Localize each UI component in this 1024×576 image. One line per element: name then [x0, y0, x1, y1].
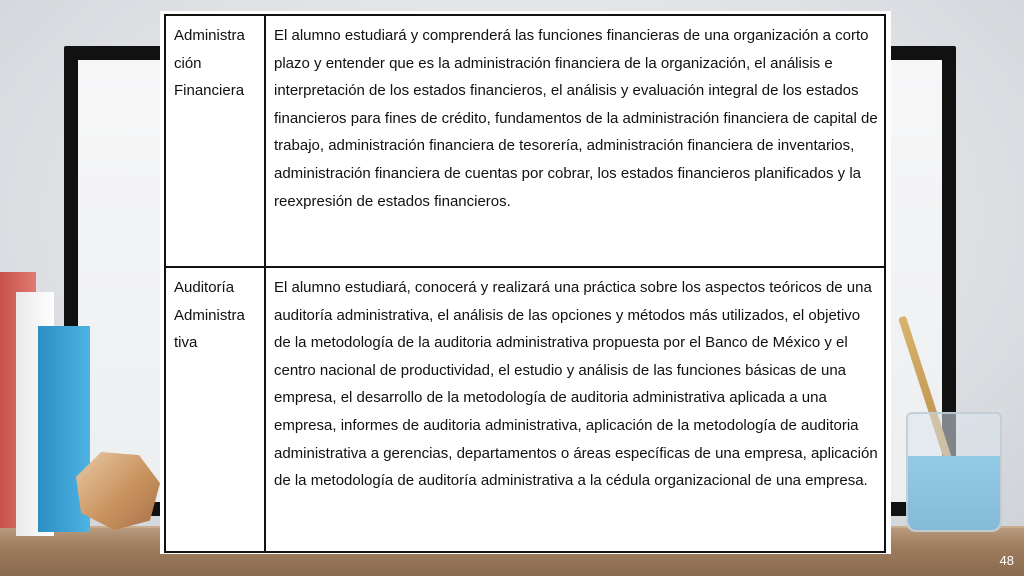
- table-row: [165, 15, 885, 267]
- table-row: [165, 267, 885, 552]
- subject-cell: [165, 15, 265, 267]
- subject-line: Administra: [174, 306, 245, 324]
- description-cell: El alumno estudiará y comprenderá las funciones financieras de una organización a corto plazo y entender que es la administración financiera de la organización, el análisis e interpretación de los estados financieros, el análisis y evaluación integral de los estados financieros para fines de crédito, fundamentos de la administración financiera de capital de trabajo, administración financiera de tesorería, administración financiera de inventarios, administración financiera de cuentas por cobrar, los estados financieros planificados y la reexpresión de estados financieros.: [265, 15, 885, 267]
- page-number: 48: [999, 553, 1014, 568]
- description-cell: El alumno estudiará, conocerá y realizará una práctica sobre los aspectos teóricos de una auditoría administrativa, el análisis de las opciones y métodos más utilizados, el objetivo de la metodología de la auditoria administrativa propuesta por el Banco de México y el centro nacional de productividad, el estudio y análisis de las funciones básicas de una empresa, el desarrollo de la metodología de auditoria administrativa aplicada a una empresa, informes de auditoria administrativa, aplicación de la metodología de auditoria administrativa a gerencias, departamentos o áreas específicas de una empresa, aplicación de la metodología de auditoría administrativa a la cédula organizacional de una empresa.: [265, 267, 885, 552]
- subject-line: ción: [174, 54, 202, 72]
- subject-line: Administra: [174, 27, 245, 44]
- subject-line: tiva: [174, 334, 198, 352]
- glass-jar: [906, 412, 1002, 532]
- subject-line: Financiera: [174, 82, 245, 100]
- subject-line: Auditoría: [174, 279, 235, 296]
- subjects-table: [164, 14, 886, 553]
- subject-cell: [165, 267, 265, 552]
